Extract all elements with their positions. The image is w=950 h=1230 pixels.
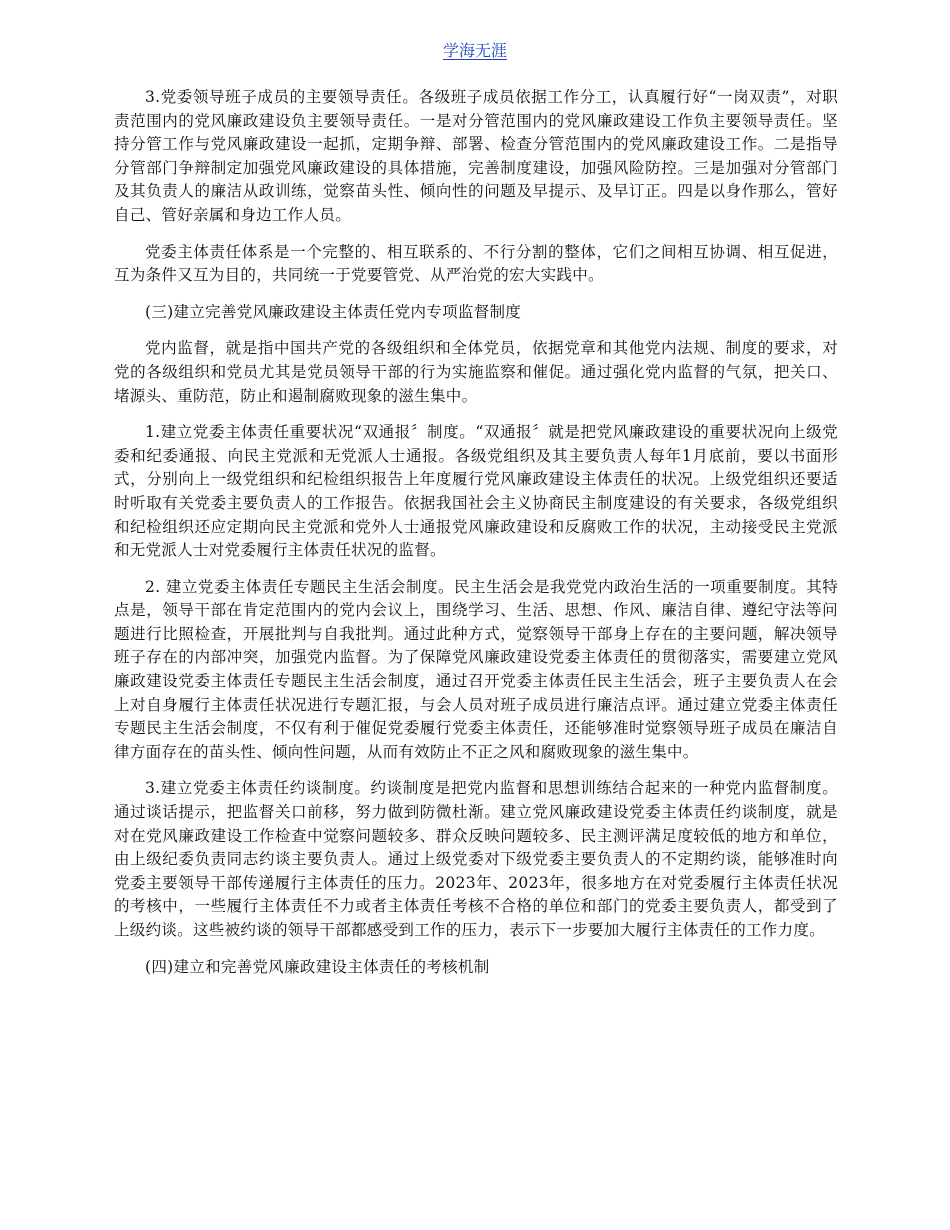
- page-header: [0, 40, 950, 62]
- paragraph-intra-party-supervision: 党内监督，就是指中国共产党的各级组织和全体党员，依据党章和其他党内法规、制度的要求，对党的各级组织和党员尤其是党员领导干部的行为实施监察和催促。通过强化党内监督的气氛，把关口、堵源头、重防范，防止和遏制腐败现象的滋生集中。: [114, 339, 838, 405]
- header-title: 学海无涯: [442, 41, 507, 60]
- section-heading-supervision: (三)建立完善党风廉政建设主体责任党内专项监督制度: [145, 302, 522, 321]
- section-heading-assessment: (四)建立和完善党风廉政建设主体责任的考核机制: [145, 957, 490, 976]
- document-body: [114, 86, 838, 992]
- paragraph-double-report: 1.建立党委主体责任重要状况“双通报〞制度。“双通报〞就是把党风廉政建设的重要状况向上级党委和纪委通报、向民主党派和无党派人士通报。各级党组织及其主要负责人每年1月底前，要以书面形式，分别向上一级党组织和纪检组织报告上年度履行党风廉政建设主体责任的状况。上级党组织还要适时听取有关党委主要负责人的工作报告。依据我国社会主义协商民主制度建设的有关要求，各级党组织和纪检组织还应定期向民主党派和党外人士通报党风廉政建设和反腐败工作的状况，主动接受民主党派和无党派人士对党委履行主体责任状况的监督。: [114, 423, 838, 560]
- paragraph-democratic-life-meeting: 2. 建立党委主体责任专题民主生活会制度。民主生活会是我党党内政治生活的一项重要制度。其特点是，领导干部在肯定范围内的党内会议上，围绕学习、生活、思想、作风、廉洁自律、遵纪守法等问题进行比照检查，开展批判与自我批判。通过此种方式，觉察领导干部身上存在的主要问题，解决领导班子存在的内部冲突，加强党内监督。为了保障党风廉政建设党委主体责任的贯彻落实，需要建立党风廉政建设党委主体责任专题民主生活会制度，通过召开党委主体责任民主生活会，班子主要负责人在会上对自身履行主体责任状况进行专题汇报，与会人员对班子成员进行廉洁点评。通过建立党委主体责任专题民主生活会制度，不仅有利于催促党委履行党委主体责任，还能够准时觉察领导班子成员在廉洁自律方面存在的苗头性、倾向性问题，从而有效防止不正之风和腐败现象的滋生集中。: [114, 577, 838, 761]
- paragraph-interview-system: 3.建立党委主体责任约谈制度。约谈制度是把党内监督和思想训练结合起来的一种党内监督制度。通过谈话提示，把监督关口前移，努力做到防微杜渐。建立党风廉政建设党委主体责任约谈制度，就是对在党风廉政建设工作检查中觉察问题较多、群众反映问题较多、民主测评满足度较低的地方和单位，由上级纪委负责同志约谈主要负责人。通过上级党委对下级党委主要负责人的不定期约谈，能够准时向党委主要领导干部传递履行主体责任的压力。2023年、2023年，很多地方在对党委履行主体责任状况的考核中，一些履行主体责任不力或者主体责任考核不合格的单位和部门的党委主要负责人，都受到了上级约谈。这些被约谈的领导干部都感受到工作的压力，表示下一步要加大履行主体责任的工作力度。: [114, 779, 838, 939]
- paragraph-responsibility-system: 党委主体责任体系是一个完整的、相互联系的、不行分割的整体，它们之间相互协调、相互促进，互为条件又互为目的，共同统一于党要管党、从严治党的宏大实践中。: [114, 242, 838, 285]
- paragraph-leadership-responsibility: 3.党委领导班子成员的主要领导责任。各级班子成员依据工作分工，认真履行好“一岗双责”，对职责范围内的党风廉政建设负主要领导责任。一是对分管范围内的党风廉政建设工作负主要领导责任。坚持分管工作与党风廉政建设一起抓，定期争辩、部署、检查分管范围内的党风廉政建设工作。二是指导分管部门争辩制定加强党风廉政建设的具体措施，完善制度建设，加强风险防控。三是加强对分管部门及其负责人的廉洁从政训练，觉察苗头性、倾向性的问题及早提示、及早订正。四是以身作那么，管好自己、管好亲属和身边工作人员。: [114, 88, 838, 224]
